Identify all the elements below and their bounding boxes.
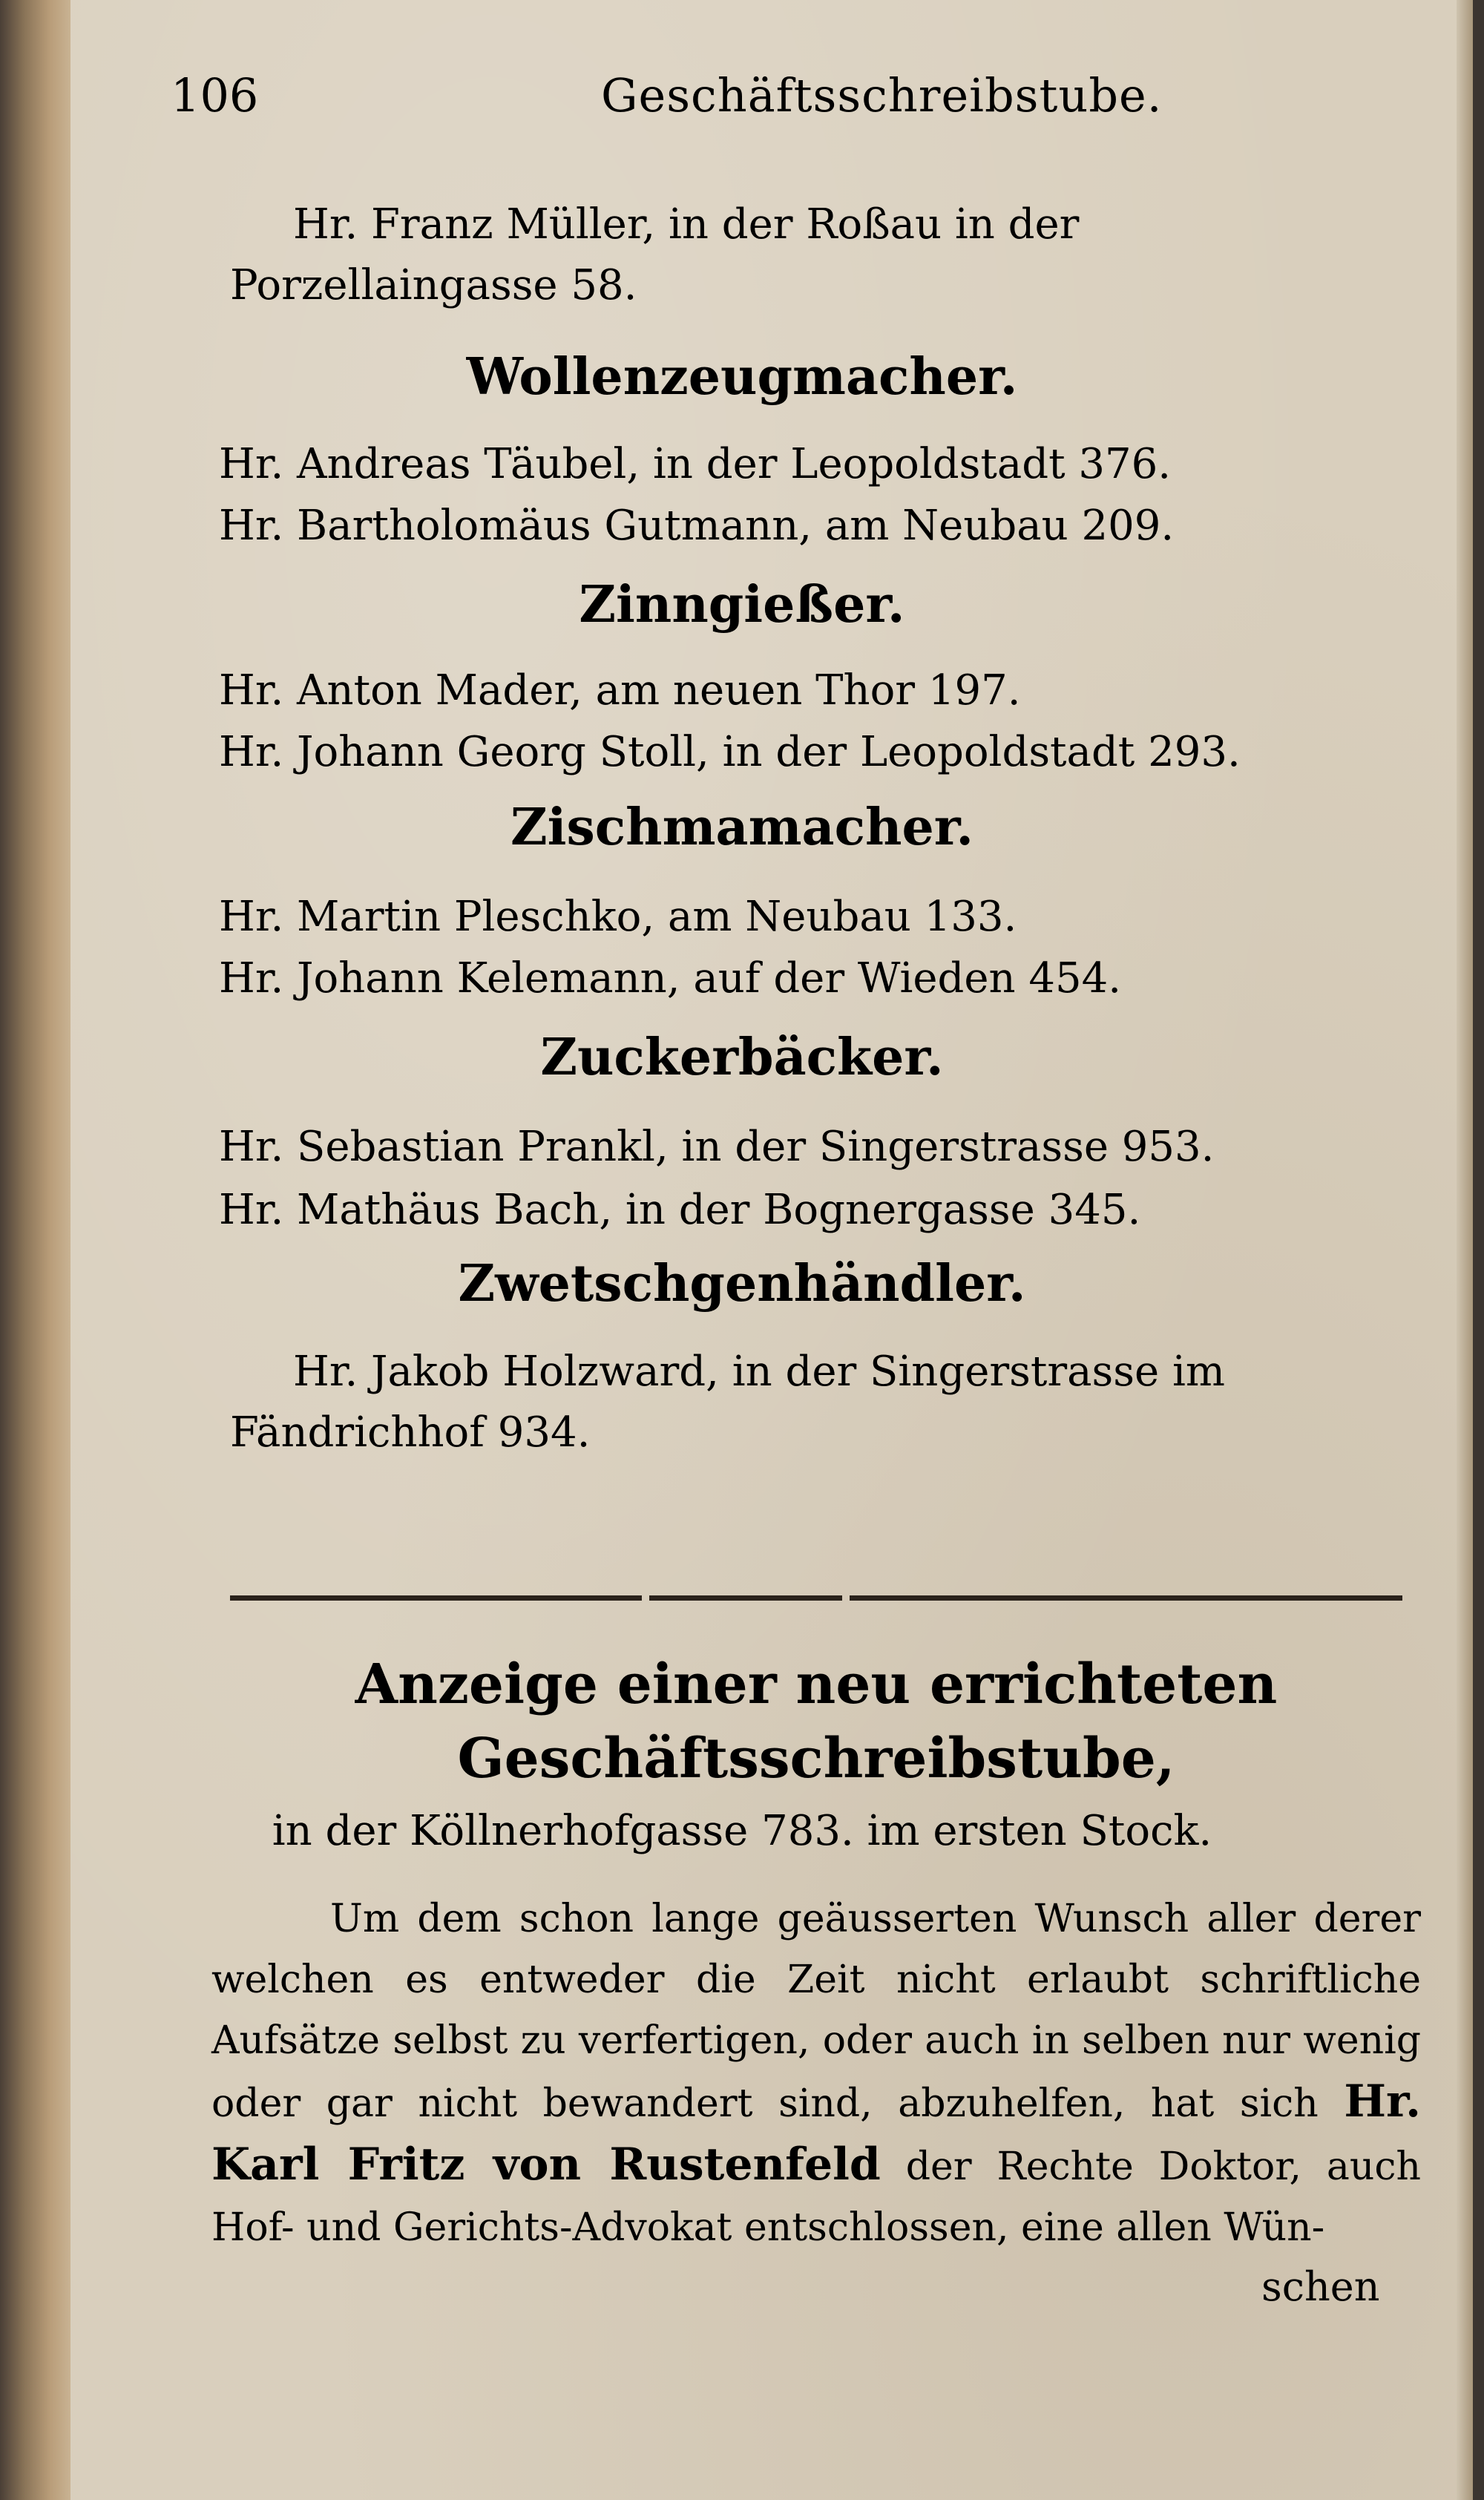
list-entry: Hr. Martin Pleschko, am Neubau 133. (219, 893, 1017, 941)
announcement-name: Hr. Karl Fritz von Rustenfeld (211, 2076, 1421, 2191)
announcement-text: Um dem schon lange geäusserten Wunsch aller derer welchen es entweder die Zeit nicht erlaubt schriftliche Aufsätze selbst zu verfertigen, oder auch in selben nur wenig oder gar nicht bewandert sind, abzuhelfen, hat sich (211, 1897, 1421, 2126)
announcement-body (211, 1889, 1421, 2258)
section-heading: Zwetschgenhändler. (458, 1254, 1026, 1313)
list-entry: Hr. Jakob Holzward, in der Singerstrasse im Fändrichhof 934. (230, 1348, 1225, 1457)
page-header (171, 68, 1358, 142)
list-entry: Hr. Johann Kelemann, auf der Wieden 454. (219, 954, 1122, 1003)
list-entry: Hr. Andreas Täubel, in der Leopoldstadt 376. (219, 440, 1172, 488)
list-entry: Hr. Anton Mader, am neuen Thor 197. (219, 666, 1021, 715)
announcement-text: der Rechte Doktor, auch Hof- und Gerichts-Advokat entschlossen, eine allen Wün- (211, 2145, 1421, 2250)
list-entry: Hr. Mathäus Bach, in der Bognergasse 345. (219, 1186, 1141, 1234)
divider-rule-left (230, 1595, 642, 1601)
running-head: Geschäftsschreibstube. (601, 68, 1163, 122)
list-entry: Hr. Franz Müller, in der Roßau in der Porzellaingasse 58. (230, 200, 1080, 309)
list-entry: Hr. Johann Georg Stoll, in der Leopoldstadt 293. (219, 728, 1241, 776)
section-heading: Zuckerbäcker. (540, 1028, 944, 1087)
announcement-subtitle: in der Köllnerhofgasse 783. im ersten Stock. (272, 1807, 1212, 1855)
divider-rule-middle (649, 1595, 842, 1601)
catchword: schen (1261, 2263, 1380, 2310)
section-heading: Zinngießer. (579, 575, 905, 634)
section-heading: Zischmamacher. (510, 798, 974, 857)
page-number: 106 (171, 68, 259, 122)
divider-rule-right (850, 1595, 1402, 1601)
list-entry: Hr. Bartholomäus Gutmann, am Neubau 209. (219, 502, 1175, 550)
announcement-title: Anzeige einer neu errichteten Geschäftsschreibstube, (355, 1653, 1278, 1791)
section-heading: Wollenzeugmacher. (466, 347, 1018, 407)
list-entry: Hr. Sebastian Prankl, in der Singerstrasse 953. (219, 1123, 1215, 1171)
